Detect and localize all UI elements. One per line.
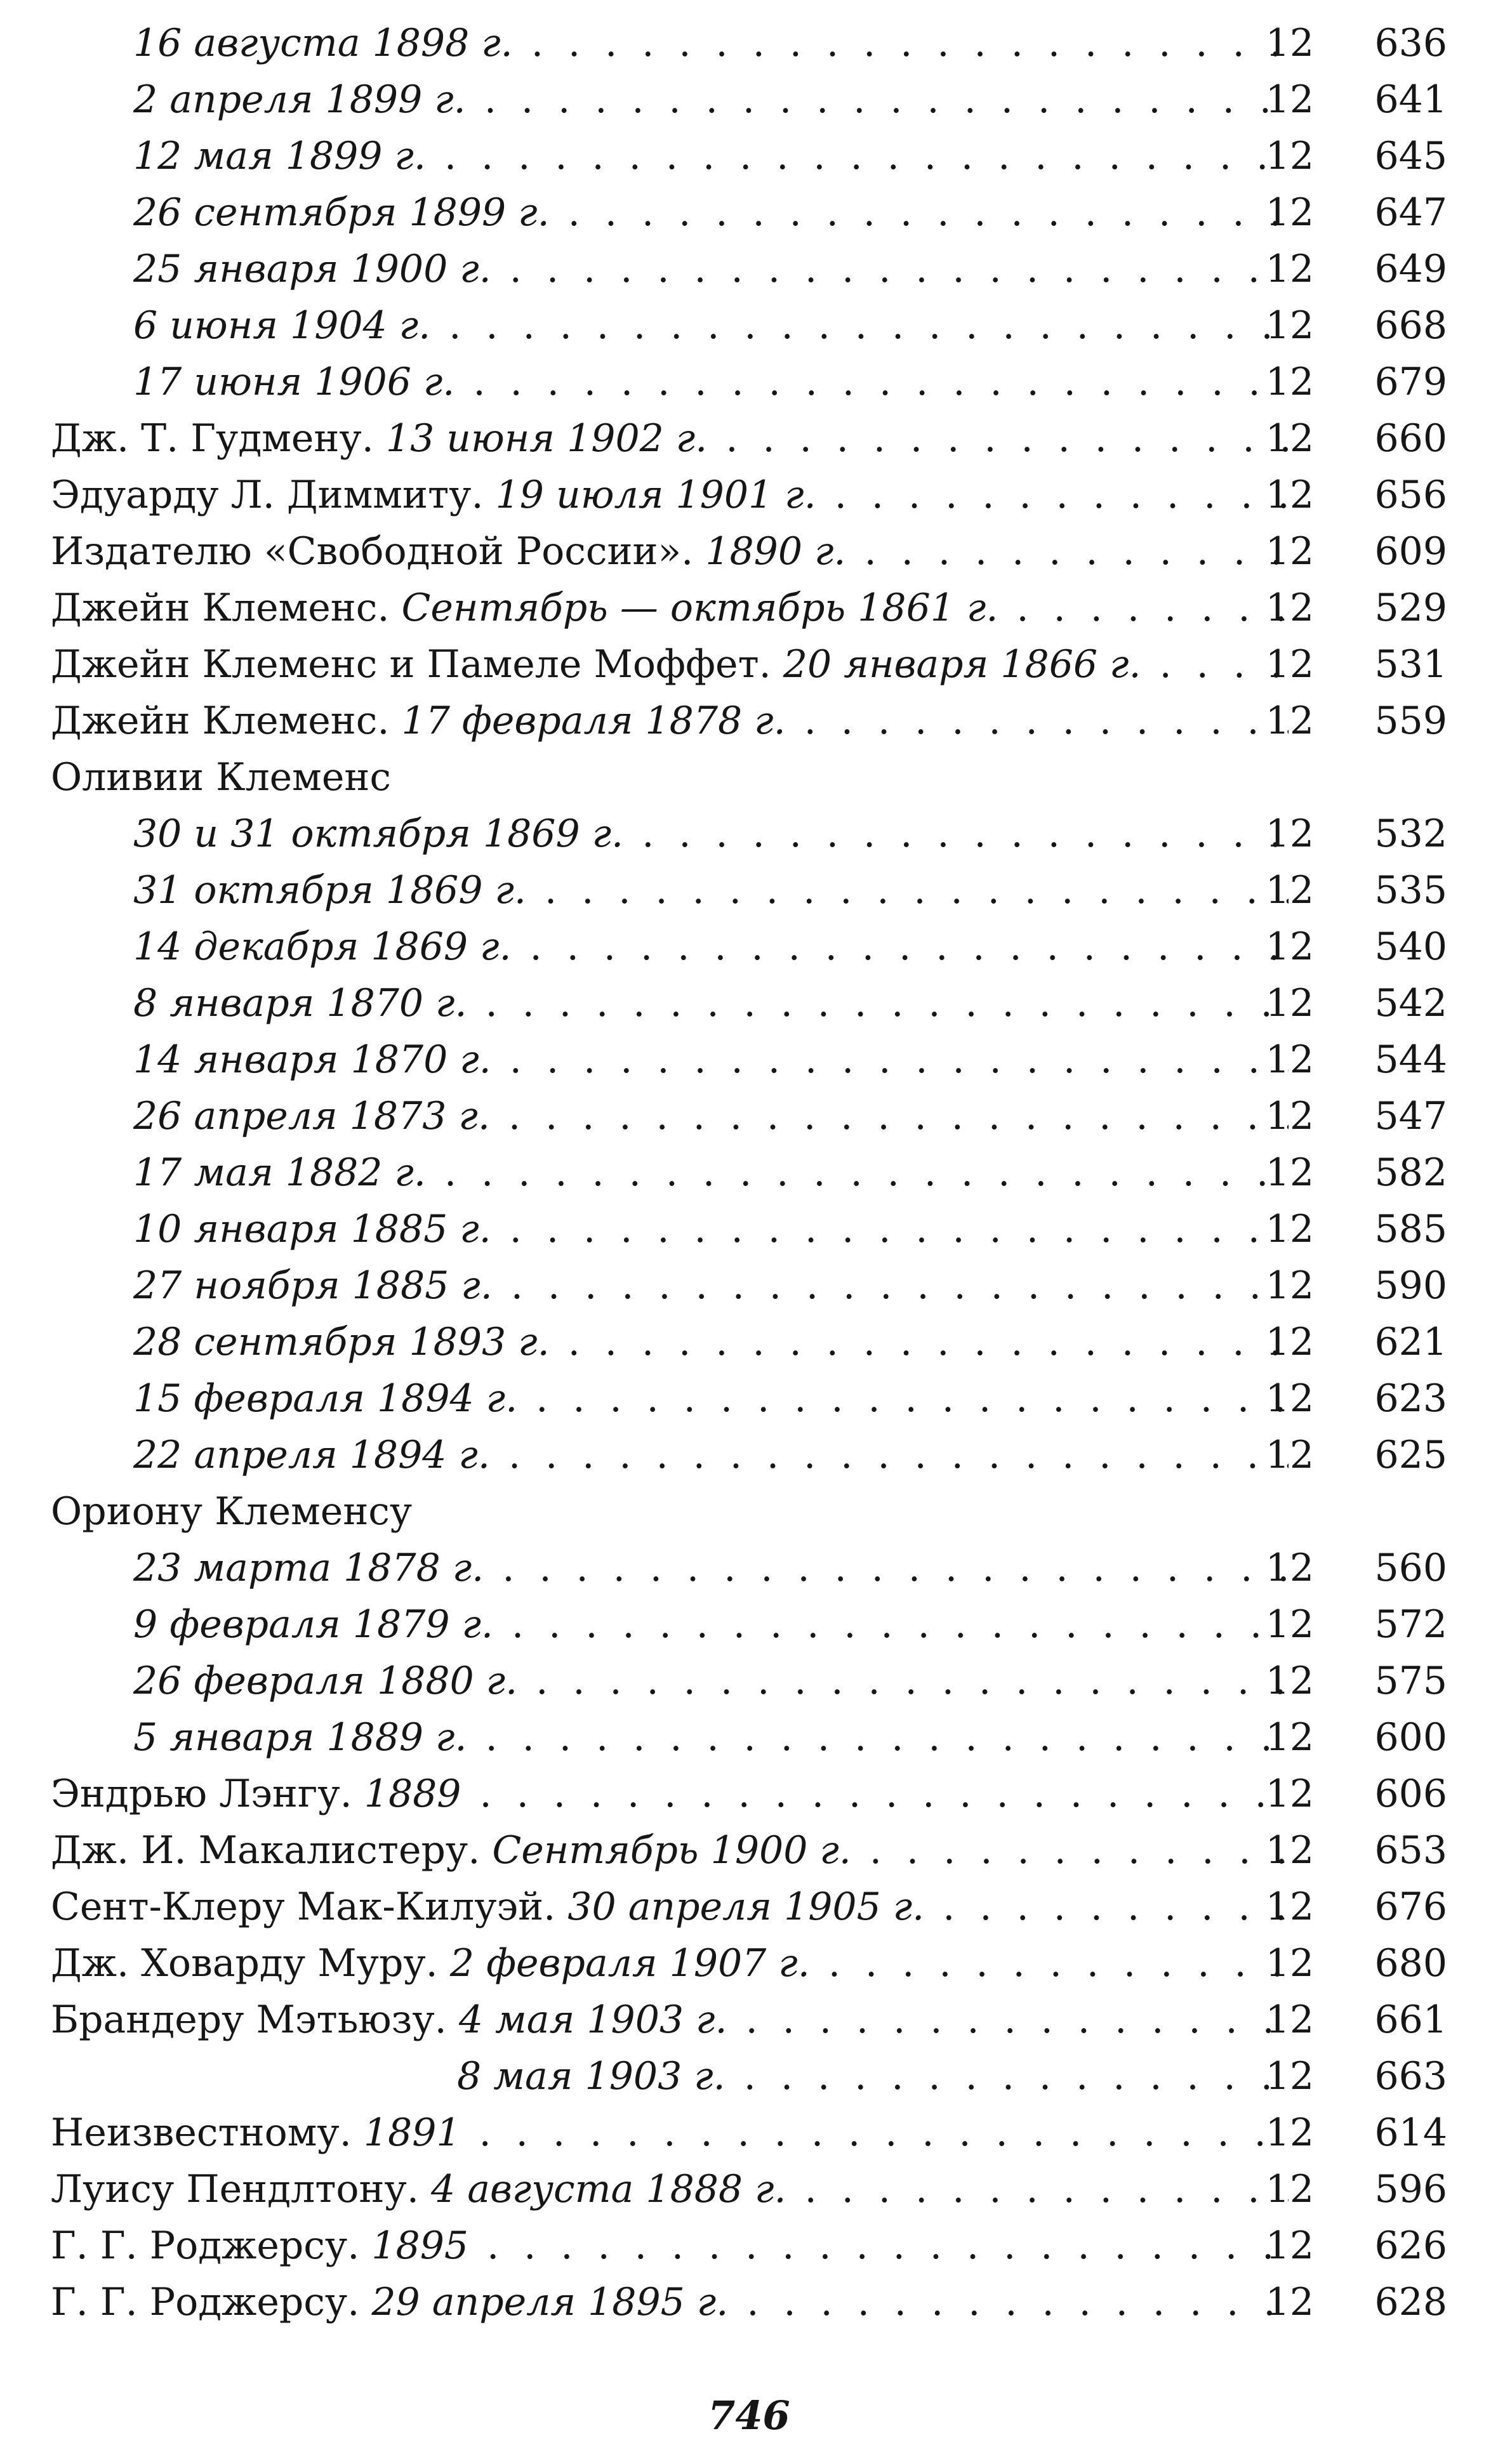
entry-text — [51, 749, 1289, 806]
letter-date: 8 января 1870 г. — [133, 981, 467, 1025]
recipient-heading — [0, 1484, 1498, 1540]
page-reference: 575 — [1374, 1659, 1447, 1703]
page-reference: 600 — [1374, 1715, 1447, 1760]
entry-text — [51, 693, 1289, 749]
letter-date: 14 января 1870 г. — [133, 1038, 491, 1082]
letter-date: 30 и 31 октября 1869 г. — [133, 812, 624, 856]
page-reference: 559 — [1374, 699, 1447, 743]
page-reference: 614 — [1374, 2111, 1447, 2155]
recipient-name: Дж. Ховарду Муру. — [51, 1941, 438, 1986]
page-reference: 572 — [1374, 1602, 1447, 1647]
letter-date: 30 апреля 1905 г. — [567, 1885, 925, 1929]
entry-text — [133, 1088, 1289, 1145]
recipient-name: Брандеру Мэтьюзу. — [51, 1998, 447, 2042]
page-reference: 647 — [1374, 190, 1447, 235]
volume-number: 12 — [1265, 1320, 1314, 1364]
entry-text — [133, 1314, 1289, 1371]
toc-entry — [0, 693, 1498, 749]
recipient-name: Джейн Клеменс. — [51, 586, 390, 630]
letter-date: 2 апреля 1899 г. — [133, 77, 466, 122]
toc-entry — [0, 1427, 1498, 1484]
page-reference: 596 — [1374, 2167, 1447, 2211]
entry-text — [133, 354, 1289, 411]
recipient-name: Неизвестному. — [51, 2111, 352, 2155]
entry-text — [51, 636, 1289, 693]
toc-entry — [0, 1314, 1498, 1371]
page-reference: 668 — [1374, 303, 1447, 348]
recipient-name: Джейн Клеменс. — [51, 699, 390, 743]
toc-entry — [0, 1597, 1498, 1653]
page-reference: 656 — [1374, 473, 1447, 517]
toc-entry — [0, 1653, 1498, 1710]
entry-text — [133, 1371, 1289, 1427]
toc-entry — [0, 2048, 1498, 2105]
entry-text — [51, 1484, 1289, 1540]
volume-number: 12 — [1265, 247, 1314, 291]
page-reference: 535 — [1374, 868, 1447, 912]
letter-date: 1890 г. — [705, 529, 846, 574]
page-reference: 544 — [1374, 1038, 1447, 1082]
page-reference: 649 — [1374, 247, 1447, 291]
toc-entry — [0, 72, 1498, 128]
page-reference: 679 — [1374, 360, 1447, 404]
page-reference: 676 — [1374, 1885, 1447, 1929]
page-reference: 680 — [1374, 1941, 1447, 1986]
entry-text — [133, 975, 1289, 1032]
recipient-name: Дж. И. Макалистеру. — [51, 1828, 481, 1873]
entry-text — [51, 2161, 1289, 2218]
volume-number: 12 — [1265, 2054, 1314, 2098]
volume-number: 12 — [1265, 868, 1314, 912]
volume-number: 12 — [1265, 812, 1314, 856]
volume-number: 12 — [1265, 1998, 1314, 2042]
volume-number: 12 — [1265, 21, 1314, 65]
toc-entry — [0, 1540, 1498, 1597]
letter-date: 2 февраля 1907 г. — [449, 1941, 810, 1986]
entry-text — [133, 72, 1289, 128]
entry-text — [133, 1710, 1289, 1766]
toc-entry — [0, 1088, 1498, 1145]
letter-date: 8 мая 1903 г. — [457, 2054, 726, 2098]
letter-date: 19 июля 1901 г. — [495, 473, 816, 517]
letter-date: 17 февраля 1878 г. — [401, 699, 786, 743]
entry-text — [51, 524, 1289, 580]
entry-text — [133, 128, 1289, 185]
letter-date: 4 августа 1888 г. — [430, 2167, 786, 2211]
page-reference: 623 — [1374, 1376, 1447, 1421]
page-reference: 531 — [1374, 642, 1447, 687]
volume-number: 12 — [1265, 1659, 1314, 1703]
entry-text — [51, 1935, 1289, 1992]
volume-number: 12 — [1265, 1038, 1314, 1082]
entry-text — [133, 1540, 1289, 1597]
recipient-name: Оливии Клеменс — [51, 755, 391, 800]
volume-number: 12 — [1265, 529, 1314, 574]
entry-text — [133, 1258, 1289, 1314]
entry-text — [51, 411, 1289, 467]
page-reference: 529 — [1374, 586, 1447, 630]
volume-number: 12 — [1265, 134, 1314, 178]
letter-date: 1895 — [371, 2224, 469, 2268]
toc-entry — [0, 411, 1498, 467]
entry-text — [133, 298, 1289, 354]
page-reference: 560 — [1374, 1546, 1447, 1590]
page-reference: 547 — [1374, 1094, 1447, 1138]
toc-entry — [0, 975, 1498, 1032]
toc-entry — [0, 919, 1498, 975]
letter-date: 1889 — [364, 1772, 461, 1816]
toc-entry — [0, 1935, 1498, 1992]
volume-number: 12 — [1265, 2167, 1314, 2211]
toc-entry — [0, 128, 1498, 185]
letter-date: Сентябрь 1900 г. — [492, 1828, 851, 1873]
toc-entry — [0, 524, 1498, 580]
entry-text — [133, 1653, 1289, 1710]
letter-date: 26 сентября 1899 г. — [133, 190, 550, 235]
letter-date: 14 декабря 1869 г. — [133, 925, 512, 969]
volume-number: 12 — [1265, 981, 1314, 1025]
page-reference: 606 — [1374, 1772, 1447, 1816]
recipient-name: Джейн Клеменс и Памеле Моффет. — [51, 642, 771, 687]
page-reference: 590 — [1374, 1263, 1447, 1308]
letter-date: 15 февраля 1894 г. — [133, 1376, 518, 1421]
recipient-name: Дж. Т. Гудмену. — [51, 416, 374, 461]
entry-text — [51, 1822, 1289, 1879]
volume-number: 12 — [1265, 416, 1314, 461]
page-reference: 585 — [1374, 1207, 1447, 1251]
volume-number: 12 — [1265, 1207, 1314, 1251]
entry-text — [51, 2105, 1289, 2161]
toc-entry — [0, 1879, 1498, 1935]
toc-entry — [0, 185, 1498, 241]
volume-number: 12 — [1265, 925, 1314, 969]
letter-date: 23 марта 1878 г. — [133, 1546, 484, 1590]
page-reference: 653 — [1374, 1828, 1447, 1873]
entry-text — [133, 15, 1289, 72]
toc-entry — [0, 806, 1498, 862]
table-of-contents — [0, 15, 1498, 2331]
toc-entry — [0, 467, 1498, 524]
recipient-name: Эдуарду Л. Диммиту. — [51, 473, 484, 517]
toc-entry — [0, 2105, 1498, 2161]
entry-text — [51, 580, 1289, 636]
letter-date: 6 июня 1904 г. — [133, 303, 431, 348]
entry-text — [51, 1766, 1289, 1822]
volume-number: 12 — [1265, 1433, 1314, 1477]
toc-entry — [0, 1766, 1498, 1822]
page-reference: 609 — [1374, 529, 1447, 574]
toc-entry — [0, 1822, 1498, 1879]
volume-number: 12 — [1265, 1828, 1314, 1873]
page-reference: 628 — [1374, 2280, 1447, 2324]
letter-date: 13 июня 1902 г. — [385, 416, 708, 461]
volume-number: 12 — [1265, 1263, 1314, 1308]
volume-number: 12 — [1265, 699, 1314, 743]
letter-date: 26 апреля 1873 г. — [133, 1094, 490, 1138]
letter-date: 25 января 1900 г. — [133, 247, 491, 291]
volume-number: 12 — [1265, 2280, 1314, 2324]
letter-date: 5 января 1889 г. — [133, 1715, 467, 1760]
entry-text — [457, 2048, 1289, 2105]
letter-date: Сентябрь — октябрь 1861 г. — [401, 586, 998, 630]
letter-date: 29 апреля 1895 г. — [371, 2280, 729, 2324]
recipient-name: Ориону Клеменсу — [51, 1489, 413, 1534]
page-reference: 661 — [1374, 1998, 1447, 2042]
entry-text — [133, 1427, 1289, 1484]
volume-number: 12 — [1265, 1715, 1314, 1760]
entry-text — [51, 2274, 1289, 2331]
toc-entry — [0, 298, 1498, 354]
volume-number: 12 — [1265, 1941, 1314, 1986]
entry-text — [133, 1032, 1289, 1088]
toc-entry — [0, 1992, 1498, 2048]
entry-text — [133, 806, 1289, 862]
entry-text — [51, 467, 1289, 524]
entry-text — [51, 1879, 1289, 1935]
page-reference: 582 — [1374, 1150, 1447, 1195]
recipient-name: Сент-Клеру Мак-Килуэй. — [51, 1885, 556, 1929]
page-reference: 532 — [1374, 812, 1447, 856]
toc-entry — [0, 1145, 1498, 1201]
page-reference: 542 — [1374, 981, 1447, 1025]
recipient-name: Г. Г. Роджерсу. — [51, 2280, 360, 2324]
entry-text — [133, 185, 1289, 241]
entry-text — [133, 1597, 1289, 1653]
letter-date: 16 августа 1898 г. — [133, 21, 513, 65]
volume-number: 12 — [1265, 586, 1314, 630]
page-reference: 645 — [1374, 134, 1447, 178]
volume-number: 12 — [1265, 190, 1314, 235]
letter-date: 20 января 1866 г. — [783, 642, 1141, 687]
toc-entry — [0, 2161, 1498, 2218]
letter-date: 10 января 1885 г. — [133, 1207, 491, 1251]
toc-entry — [0, 1710, 1498, 1766]
entry-text — [133, 1201, 1289, 1258]
recipient-name: Г. Г. Роджерсу. — [51, 2224, 360, 2268]
page-reference: 626 — [1374, 2224, 1447, 2268]
volume-number: 12 — [1265, 1546, 1314, 1590]
toc-entry — [0, 1258, 1498, 1314]
entry-text — [51, 1992, 1289, 2048]
volume-number: 12 — [1265, 1772, 1314, 1816]
entry-text — [133, 241, 1289, 298]
volume-number: 12 — [1265, 642, 1314, 687]
letter-date: 17 июня 1906 г. — [133, 360, 455, 404]
recipient-name: Издателю «Свободной России». — [51, 529, 694, 574]
volume-number: 12 — [1265, 77, 1314, 122]
toc-entry — [0, 354, 1498, 411]
volume-number: 12 — [1265, 473, 1314, 517]
volume-number: 12 — [1265, 2111, 1314, 2155]
volume-number: 12 — [1265, 1094, 1314, 1138]
page-number: 746 — [708, 2392, 790, 2439]
letter-date: 4 мая 1903 г. — [458, 1998, 727, 2042]
letter-date: 1891 — [363, 2111, 461, 2155]
volume-number: 12 — [1265, 1885, 1314, 1929]
volume-number: 12 — [1265, 1150, 1314, 1195]
page-reference: 660 — [1374, 416, 1447, 461]
toc-entry — [0, 636, 1498, 693]
volume-number: 12 — [1265, 1602, 1314, 1647]
page-reference: 641 — [1374, 77, 1447, 122]
toc-entry — [0, 1371, 1498, 1427]
page-reference: 636 — [1374, 21, 1447, 65]
recipient-heading — [0, 749, 1498, 806]
toc-entry — [0, 15, 1498, 72]
toc-entry — [0, 241, 1498, 298]
letter-date: 27 ноября 1885 г. — [133, 1263, 493, 1308]
letter-date: 26 февраля 1880 г. — [133, 1659, 518, 1703]
toc-entry — [0, 1201, 1498, 1258]
letter-date: 9 февраля 1879 г. — [133, 1602, 493, 1647]
page-reference: 540 — [1374, 925, 1447, 969]
recipient-name: Луису Пендлтону. — [51, 2167, 419, 2211]
letter-date: 31 октября 1869 г. — [133, 868, 526, 912]
toc-entry — [0, 862, 1498, 919]
toc-entry — [0, 2218, 1498, 2274]
toc-entry — [0, 580, 1498, 636]
letter-date: 17 мая 1882 г. — [133, 1150, 426, 1195]
entry-text — [133, 862, 1289, 919]
page-reference: 625 — [1374, 1433, 1447, 1477]
volume-number: 12 — [1265, 360, 1314, 404]
page-reference: 663 — [1374, 2054, 1447, 2098]
entry-text — [133, 919, 1289, 975]
toc-entry — [0, 1032, 1498, 1088]
volume-number: 12 — [1265, 303, 1314, 348]
toc-entry — [0, 2274, 1498, 2331]
recipient-name: Эндрью Лэнгу. — [51, 1772, 352, 1816]
entry-text — [133, 1145, 1289, 1201]
page-reference: 621 — [1374, 1320, 1447, 1364]
letter-date: 28 сентября 1893 г. — [133, 1320, 550, 1364]
letter-date: 22 апреля 1894 г. — [133, 1433, 490, 1477]
entry-text — [51, 2218, 1289, 2274]
volume-number: 12 — [1265, 1376, 1314, 1421]
letter-date: 12 мая 1899 г. — [133, 134, 426, 178]
volume-number: 12 — [1265, 2224, 1314, 2268]
